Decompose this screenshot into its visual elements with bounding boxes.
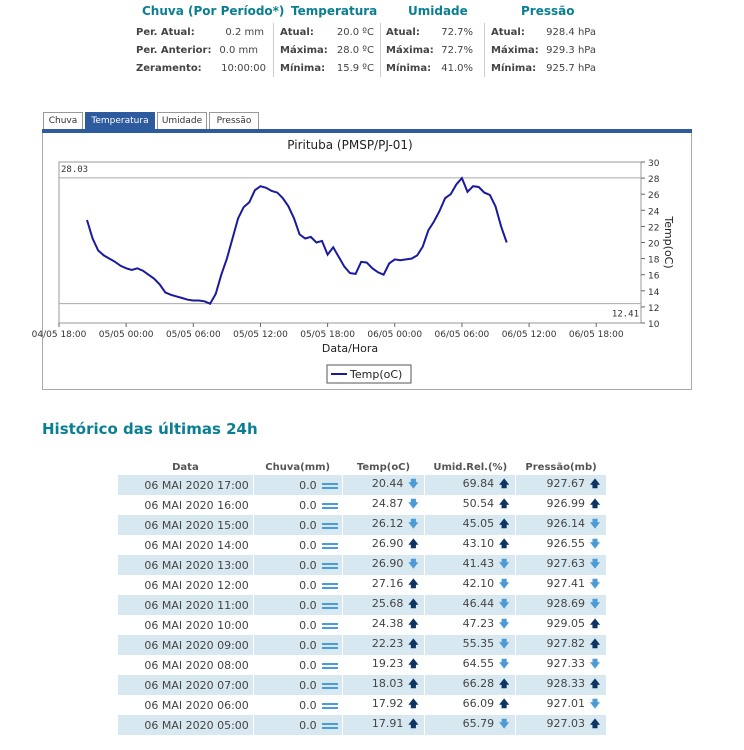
x-tick-label: 06/05 00:00 bbox=[367, 330, 423, 340]
chuva-label: Zeramento: bbox=[136, 63, 202, 74]
tab-temperatura[interactable]: Temperatura bbox=[85, 112, 155, 129]
cell-date bbox=[118, 675, 254, 695]
chuva-row bbox=[136, 27, 264, 38]
press-text: 928.69 bbox=[546, 596, 585, 610]
umidade-row bbox=[386, 27, 473, 38]
arrow-up-icon: 🡅 bbox=[589, 618, 601, 630]
press-text: 926.14 bbox=[546, 516, 585, 530]
table-row bbox=[118, 595, 607, 615]
temp-text: 26.12 bbox=[371, 516, 404, 530]
chuva-text: 0.0 bbox=[299, 658, 317, 672]
x-tick-label: 05/05 00:00 bbox=[98, 330, 154, 340]
temp-text: 17.92 bbox=[371, 696, 404, 710]
cell-temp bbox=[342, 655, 425, 675]
arrow-up-icon: 🡅 bbox=[408, 538, 419, 550]
cell-chuva bbox=[253, 555, 342, 575]
chuva-row bbox=[136, 63, 266, 74]
date-text: 06 MAI 2020 08:00 bbox=[144, 658, 249, 672]
press-text: 926.99 bbox=[546, 496, 585, 510]
cell-temp bbox=[342, 535, 425, 555]
temperatura-value: 28.0 ºC bbox=[336, 45, 374, 56]
arrow-down-icon: 🡇 bbox=[408, 518, 419, 530]
cell-umid bbox=[425, 515, 516, 535]
arrow-up-icon: 🡅 bbox=[498, 518, 510, 530]
arrow-up-icon: 🡅 bbox=[498, 478, 510, 490]
date-text: 06 MAI 2020 17:00 bbox=[144, 478, 249, 492]
y-tick-label: 22 bbox=[648, 223, 660, 234]
temperature-chart bbox=[31, 133, 692, 390]
temp-text: 20.44 bbox=[371, 476, 404, 490]
date-text: 06 MAI 2020 16:00 bbox=[144, 498, 249, 512]
arrow-down-icon: 🡇 bbox=[408, 498, 419, 510]
table-row bbox=[118, 635, 607, 655]
press-text: 927.82 bbox=[546, 636, 585, 650]
x-tick-label: 06/05 12:00 bbox=[501, 330, 557, 340]
temp-text: 19.23 bbox=[371, 656, 404, 670]
chuva-value: 10:00:00 bbox=[221, 63, 266, 74]
arrow-down-icon: 🡇 bbox=[589, 538, 601, 550]
cell-date bbox=[118, 655, 254, 675]
temp-text: 27.16 bbox=[371, 576, 404, 590]
table-row bbox=[118, 475, 607, 495]
cell-date bbox=[118, 475, 254, 495]
umidade-value: 72.7% bbox=[441, 27, 473, 38]
equal-icon bbox=[322, 702, 338, 710]
equal-icon bbox=[322, 642, 338, 650]
cell-press bbox=[516, 715, 607, 735]
arrow-up-icon: 🡅 bbox=[498, 678, 510, 690]
cell-chuva bbox=[253, 635, 342, 655]
cell-chuva bbox=[253, 615, 342, 635]
y-tick-label: 26 bbox=[648, 191, 660, 202]
press-text: 927.03 bbox=[546, 716, 585, 730]
arrow-down-icon: 🡇 bbox=[408, 478, 419, 490]
date-text: 06 MAI 2020 15:00 bbox=[144, 518, 249, 532]
col-data: Data bbox=[172, 461, 199, 473]
temp-text: 17.91 bbox=[371, 716, 404, 730]
press-text: 927.63 bbox=[546, 556, 585, 570]
equal-icon bbox=[322, 682, 338, 690]
temp-text: 26.90 bbox=[371, 556, 404, 570]
pressao-title: Pressão bbox=[521, 4, 575, 18]
temp-text: 24.87 bbox=[371, 496, 404, 510]
temperatura-label: Atual: bbox=[280, 27, 314, 38]
cell-umid bbox=[425, 475, 516, 495]
press-text: 927.33 bbox=[546, 656, 585, 670]
temp-text: 22.23 bbox=[371, 636, 404, 650]
umid-text: 66.09 bbox=[462, 696, 495, 710]
cell-press bbox=[516, 595, 607, 615]
cell-chuva bbox=[253, 515, 342, 535]
cell-press bbox=[516, 695, 607, 715]
cell-umid bbox=[425, 675, 516, 695]
divider bbox=[484, 23, 485, 77]
temperatura-label: Máxima: bbox=[280, 45, 328, 56]
temp-text: 18.03 bbox=[371, 676, 404, 690]
x-tick-label: 06/05 18:00 bbox=[568, 330, 624, 340]
date-text: 06 MAI 2020 14:00 bbox=[144, 538, 249, 552]
chuva-text: 0.0 bbox=[299, 578, 317, 592]
umidade-value: 41.0% bbox=[441, 63, 473, 74]
y-tick-label: 24 bbox=[648, 207, 660, 218]
press-text: 929.05 bbox=[546, 616, 585, 630]
cell-press bbox=[516, 675, 607, 695]
cell-chuva bbox=[253, 655, 342, 675]
umid-text: 64.55 bbox=[462, 656, 495, 670]
arrow-up-icon: 🡅 bbox=[589, 638, 601, 650]
umid-text: 50.54 bbox=[462, 496, 495, 510]
cell-date bbox=[118, 555, 254, 575]
press-text: 927.41 bbox=[546, 576, 585, 590]
umid-text: 42.10 bbox=[462, 576, 495, 590]
umidade-label: Mínima: bbox=[386, 63, 432, 74]
cell-chuva bbox=[253, 595, 342, 615]
cell-chuva bbox=[253, 675, 342, 695]
col-press: Pressão(mb) bbox=[525, 461, 597, 473]
pressao-row bbox=[491, 27, 596, 38]
col-umid: Umid.Rel.(%) bbox=[433, 461, 508, 473]
arrow-down-icon: 🡇 bbox=[498, 718, 510, 730]
cell-umid bbox=[425, 615, 516, 635]
table-row bbox=[118, 675, 607, 695]
cell-date bbox=[118, 595, 254, 615]
arrow-up-icon: 🡅 bbox=[589, 478, 601, 490]
arrow-down-icon: 🡇 bbox=[589, 578, 601, 590]
chuva-text: 0.0 bbox=[299, 718, 317, 732]
x-tick-label: 04/05 18:00 bbox=[31, 330, 87, 340]
cell-date bbox=[118, 635, 254, 655]
temperatura-row bbox=[280, 27, 374, 38]
arrow-up-icon: 🡅 bbox=[589, 678, 601, 690]
equal-icon bbox=[322, 722, 338, 730]
pressao-label: Máxima: bbox=[491, 45, 539, 56]
cell-chuva bbox=[253, 715, 342, 735]
arrow-up-icon: 🡅 bbox=[408, 678, 419, 690]
table-row bbox=[118, 555, 607, 575]
pressao-label: Mínima: bbox=[491, 63, 537, 74]
cell-temp bbox=[342, 635, 425, 655]
cell-chuva bbox=[253, 475, 342, 495]
table-row bbox=[118, 495, 607, 515]
chuva-text: 0.0 bbox=[299, 478, 317, 492]
x-tick-label: 05/05 06:00 bbox=[165, 330, 221, 340]
umid-text: 46.44 bbox=[462, 596, 495, 610]
umidade-title: Umidade bbox=[408, 4, 468, 18]
cell-date bbox=[118, 615, 254, 635]
umid-text: 47.23 bbox=[462, 616, 495, 630]
umidade-row bbox=[386, 63, 473, 74]
chuva-text: 0.0 bbox=[299, 698, 317, 712]
col-chuva: Chuva(mm) bbox=[265, 461, 331, 473]
pressao-value: 929.3 hPa bbox=[546, 45, 596, 56]
arrow-down-icon: 🡇 bbox=[498, 618, 510, 630]
cell-temp bbox=[342, 695, 425, 715]
umidade-value: 72.7% bbox=[441, 45, 473, 56]
pressao-row bbox=[491, 63, 596, 74]
cell-chuva bbox=[253, 495, 342, 515]
table-row bbox=[118, 535, 607, 555]
cell-chuva bbox=[253, 535, 342, 555]
tab-chuva[interactable]: Chuva bbox=[43, 112, 83, 129]
current-summary bbox=[0, 0, 744, 90]
temperatura-title: Temperatura bbox=[291, 4, 378, 18]
arrow-down-icon: 🡇 bbox=[589, 518, 601, 530]
x-axis-label: Data/Hora bbox=[321, 342, 379, 355]
y-tick-label: 20 bbox=[648, 239, 660, 250]
cell-umid bbox=[425, 695, 516, 715]
x-tick-label: 05/05 18:00 bbox=[300, 330, 355, 340]
cell-temp bbox=[342, 495, 425, 515]
date-text: 06 MAI 2020 12:00 bbox=[144, 578, 249, 592]
x-tick-label: 06/05 06:00 bbox=[434, 330, 490, 340]
cell-temp bbox=[342, 475, 425, 495]
arrow-up-icon: 🡅 bbox=[408, 698, 419, 710]
date-text: 06 MAI 2020 09:00 bbox=[144, 638, 249, 652]
y-tick-label: 14 bbox=[648, 287, 660, 298]
press-text: 927.67 bbox=[546, 476, 585, 490]
cell-chuva bbox=[253, 695, 342, 715]
arrow-down-icon: 🡇 bbox=[589, 558, 601, 570]
umidade-row bbox=[386, 45, 473, 56]
press-text: 927.01 bbox=[546, 696, 585, 710]
cell-press bbox=[516, 635, 607, 655]
temperatura-value: 15.9 ºC bbox=[336, 63, 374, 74]
umid-text: 69.84 bbox=[462, 476, 495, 490]
chuva-title: Chuva (Por Período*) bbox=[142, 4, 285, 18]
cell-date bbox=[118, 575, 254, 595]
chuva-text: 0.0 bbox=[299, 678, 317, 692]
tab-pressao[interactable]: Pressão bbox=[209, 112, 259, 129]
date-text: 06 MAI 2020 05:00 bbox=[144, 718, 249, 732]
tab-umidade[interactable]: Umidade bbox=[157, 112, 207, 129]
chart-title: Pirituba (PMSP/PJ-01) bbox=[287, 138, 413, 152]
chuva-text: 0.0 bbox=[299, 558, 317, 572]
equal-icon bbox=[322, 562, 338, 570]
temp-text: 25.68 bbox=[371, 596, 404, 610]
umid-text: 41.43 bbox=[462, 556, 495, 570]
chuva-value: 0.2 mm bbox=[225, 27, 264, 38]
chuva-text: 0.0 bbox=[299, 598, 317, 612]
cell-press bbox=[516, 615, 607, 635]
pressao-row bbox=[491, 45, 596, 56]
arrow-down-icon: 🡇 bbox=[498, 578, 510, 590]
equal-icon bbox=[322, 622, 338, 630]
equal-icon bbox=[322, 602, 338, 610]
arrow-up-icon: 🡅 bbox=[498, 538, 510, 550]
arrow-up-icon: 🡅 bbox=[408, 618, 419, 630]
legend-label: Temp(oC) bbox=[350, 368, 403, 381]
equal-icon bbox=[322, 542, 338, 550]
arrow-up-icon: 🡅 bbox=[498, 698, 510, 710]
cell-temp bbox=[342, 715, 425, 735]
chuva-value: 0.0 mm bbox=[219, 45, 258, 56]
arrow-down-icon: 🡇 bbox=[589, 698, 601, 710]
y-tick-label: 12 bbox=[648, 303, 660, 314]
umid-text: 65.79 bbox=[462, 716, 495, 730]
history-table bbox=[117, 459, 607, 735]
umidade-label: Atual: bbox=[386, 27, 420, 38]
arrow-down-icon: 🡇 bbox=[498, 638, 510, 650]
equal-icon bbox=[322, 502, 338, 510]
cell-temp bbox=[342, 575, 425, 595]
cell-umid bbox=[425, 555, 516, 575]
arrow-up-icon: 🡅 bbox=[408, 658, 419, 670]
chart-svg bbox=[31, 133, 691, 389]
y-tick-label: 16 bbox=[648, 271, 660, 282]
cell-umid bbox=[425, 715, 516, 735]
arrow-down-icon: 🡇 bbox=[498, 558, 510, 570]
cell-umid bbox=[425, 575, 516, 595]
table-row bbox=[118, 715, 607, 735]
table-row bbox=[118, 695, 607, 715]
date-text: 06 MAI 2020 13:00 bbox=[144, 558, 249, 572]
cell-umid bbox=[425, 495, 516, 515]
press-text: 928.33 bbox=[546, 676, 585, 690]
umid-text: 43.10 bbox=[462, 536, 495, 550]
cell-temp bbox=[342, 515, 425, 535]
cell-press bbox=[516, 555, 607, 575]
cell-press bbox=[516, 475, 607, 495]
cell-press bbox=[516, 515, 607, 535]
chuva-row bbox=[136, 45, 258, 56]
arrow-down-icon: 🡇 bbox=[498, 658, 510, 670]
equal-icon bbox=[322, 482, 338, 490]
x-tick-label: 05/05 12:00 bbox=[233, 330, 288, 340]
arrow-up-icon: 🡅 bbox=[408, 718, 419, 730]
equal-icon bbox=[322, 522, 338, 530]
temp-text: 26.90 bbox=[371, 536, 404, 550]
cell-date bbox=[118, 495, 254, 515]
arrow-up-icon: 🡅 bbox=[589, 498, 601, 510]
max-label: 28.03 bbox=[61, 164, 89, 175]
cell-press bbox=[516, 495, 607, 515]
chuva-text: 0.0 bbox=[299, 518, 317, 532]
arrow-up-icon: 🡅 bbox=[408, 578, 419, 590]
cell-date bbox=[118, 695, 254, 715]
table-row bbox=[118, 575, 607, 595]
chuva-text: 0.0 bbox=[299, 638, 317, 652]
temperatura-row bbox=[280, 45, 374, 56]
arrow-down-icon: 🡇 bbox=[498, 598, 510, 610]
cell-umid bbox=[425, 655, 516, 675]
temperatura-value: 20.0 ºC bbox=[336, 27, 374, 38]
cell-temp bbox=[342, 595, 425, 615]
cell-temp bbox=[342, 675, 425, 695]
arrow-down-icon: 🡇 bbox=[408, 558, 419, 570]
arrow-up-icon: 🡅 bbox=[408, 598, 419, 610]
cell-press bbox=[516, 655, 607, 675]
pressao-label: Atual: bbox=[491, 27, 525, 38]
equal-icon bbox=[322, 582, 338, 590]
umid-text: 55.35 bbox=[462, 636, 495, 650]
umid-text: 45.05 bbox=[462, 516, 495, 530]
y-tick-label: 18 bbox=[648, 255, 660, 266]
temperatura-label: Mínima: bbox=[280, 63, 326, 74]
cell-temp bbox=[342, 555, 425, 575]
divider bbox=[273, 23, 274, 77]
temp-text: 24.38 bbox=[371, 616, 404, 630]
table-row bbox=[118, 655, 607, 675]
umid-text: 66.28 bbox=[462, 676, 495, 690]
history-body bbox=[118, 475, 607, 735]
arrow-down-icon: 🡇 bbox=[589, 598, 601, 610]
date-text: 06 MAI 2020 11:00 bbox=[144, 598, 249, 612]
chuva-text: 0.0 bbox=[299, 498, 317, 512]
cell-umid bbox=[425, 635, 516, 655]
chuva-text: 0.0 bbox=[299, 538, 317, 552]
cell-date bbox=[118, 715, 254, 735]
chuva-label: Per. Atual: bbox=[136, 27, 195, 38]
temperatura-row bbox=[280, 63, 374, 74]
cell-chuva bbox=[253, 575, 342, 595]
cell-press bbox=[516, 535, 607, 555]
arrow-up-icon: 🡅 bbox=[589, 718, 601, 730]
cell-press bbox=[516, 575, 607, 595]
date-text: 06 MAI 2020 07:00 bbox=[144, 678, 249, 692]
cell-date bbox=[118, 535, 254, 555]
pressao-value: 928.4 hPa bbox=[546, 27, 596, 38]
date-text: 06 MAI 2020 06:00 bbox=[144, 698, 249, 712]
pressao-value: 925.7 hPa bbox=[546, 63, 596, 74]
arrow-up-icon: 🡅 bbox=[498, 498, 510, 510]
plot-area bbox=[59, 162, 641, 323]
min-label: 12.41 bbox=[611, 309, 639, 320]
umidade-label: Máxima: bbox=[386, 45, 434, 56]
y-tick-label: 30 bbox=[648, 159, 660, 169]
cell-umid bbox=[425, 535, 516, 555]
cell-temp bbox=[342, 615, 425, 635]
y-tick-label: 28 bbox=[648, 175, 660, 186]
y-axis-label: Temp(oC) bbox=[662, 216, 675, 269]
date-text: 06 MAI 2020 10:00 bbox=[144, 618, 249, 632]
equal-icon bbox=[322, 662, 338, 670]
press-text: 926.55 bbox=[546, 536, 585, 550]
arrow-up-icon: 🡅 bbox=[408, 638, 419, 650]
table-row bbox=[118, 515, 607, 535]
table-row bbox=[118, 615, 607, 635]
cell-date bbox=[118, 515, 254, 535]
arrow-down-icon: 🡇 bbox=[589, 658, 601, 670]
divider bbox=[380, 23, 381, 77]
chuva-text: 0.0 bbox=[299, 618, 317, 632]
col-temp: Temp(oC) bbox=[356, 461, 411, 473]
history-header-row bbox=[118, 459, 607, 475]
y-tick-label: 10 bbox=[648, 320, 660, 330]
cell-umid bbox=[425, 595, 516, 615]
chuva-label: Per. Anterior: bbox=[136, 45, 212, 56]
history-title: Histórico das últimas 24h bbox=[42, 420, 258, 438]
